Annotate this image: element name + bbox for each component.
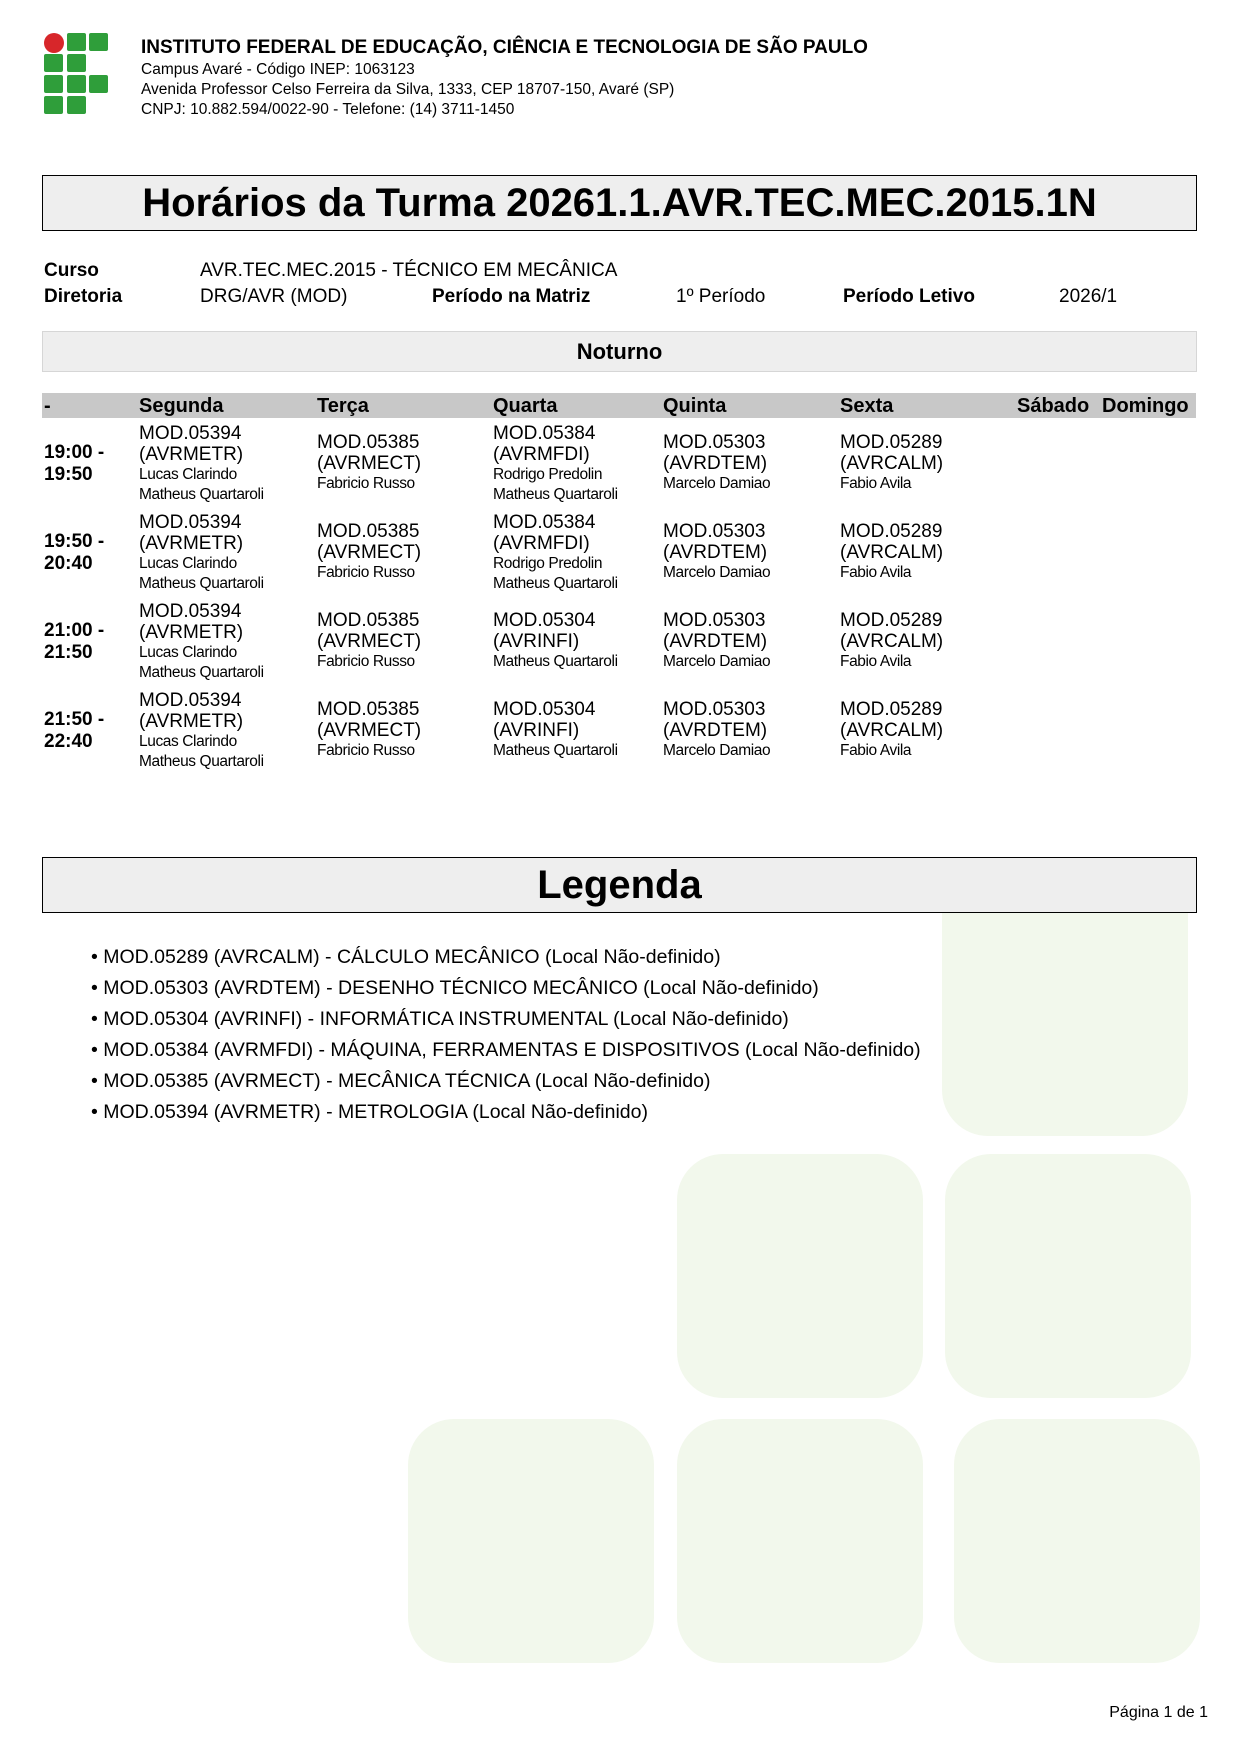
ifsp-logo-icon bbox=[44, 33, 110, 115]
address-line: Avenida Professor Celso Ferreira da Silva, 1333, CEP 18707-150, Avaré (SP) bbox=[141, 81, 675, 98]
schedule-cell bbox=[317, 610, 421, 672]
teacher-name: Matheus Quartaroli bbox=[139, 664, 264, 681]
time-start: 21:50 - bbox=[44, 709, 105, 730]
module-code: MOD.05289 bbox=[840, 699, 943, 720]
teacher-name: Fabio Avila bbox=[840, 475, 912, 492]
teacher-name: Lucas Clarindo bbox=[139, 644, 237, 661]
schedule-cell bbox=[317, 521, 421, 583]
module-code: MOD.05385 bbox=[317, 521, 420, 542]
teacher-name: Fabio Avila bbox=[840, 653, 912, 670]
schedule-header-row bbox=[42, 393, 1196, 418]
schedule-cell bbox=[493, 512, 618, 594]
module-code: MOD.05289 bbox=[840, 610, 943, 631]
page-title: Horários da Turma 20261.1.AVR.TEC.MEC.2015.1N bbox=[42, 175, 1197, 231]
teacher-name: Lucas Clarindo bbox=[139, 733, 237, 750]
watermark-square bbox=[408, 1419, 654, 1663]
module-group: (AVRMECT) bbox=[317, 453, 422, 474]
schedule-cell bbox=[840, 610, 943, 672]
shift-banner: Noturno bbox=[42, 331, 1197, 372]
legend-item: • MOD.05384 (AVRMFDI) - MÁQUINA, FERRAMENTAS E DISPOSITIVOS (Local Não-definido) bbox=[91, 1039, 921, 1061]
header-sabado: Sábado bbox=[1017, 395, 1090, 417]
module-code: MOD.05303 bbox=[663, 432, 766, 453]
teacher-name: Fabio Avila bbox=[840, 564, 912, 581]
schedule-cell bbox=[840, 521, 943, 583]
watermark-square bbox=[954, 1419, 1200, 1663]
module-code: MOD.05394 bbox=[139, 423, 242, 444]
time-slot bbox=[44, 709, 104, 753]
module-group: (AVRCALM) bbox=[840, 720, 944, 741]
module-group: (AVRINFI) bbox=[493, 720, 580, 741]
module-group: (AVRDTEM) bbox=[663, 720, 768, 741]
schedule-cell bbox=[317, 699, 421, 761]
module-group: (AVRMFDI) bbox=[493, 533, 590, 554]
module-group: (AVRCALM) bbox=[840, 453, 944, 474]
periodo-matriz-label: Período na Matriz bbox=[432, 286, 591, 307]
header-time: - bbox=[44, 395, 51, 417]
legend-item: • MOD.05385 (AVRMECT) - MECÂNICA TÉCNICA (Local Não-definido) bbox=[91, 1070, 711, 1092]
teacher-name: Marcelo Damiao bbox=[663, 564, 771, 581]
module-group: (AVRMECT) bbox=[317, 631, 422, 652]
teacher-name: Matheus Quartaroli bbox=[493, 742, 618, 759]
teacher-name: Matheus Quartaroli bbox=[139, 753, 264, 770]
teacher-name: Rodrigo Predolin bbox=[493, 555, 603, 572]
schedule-cell bbox=[663, 432, 770, 494]
teacher-name: Marcelo Damiao bbox=[663, 653, 771, 670]
schedule-cell bbox=[493, 699, 618, 761]
module-code: MOD.05394 bbox=[139, 512, 242, 533]
teacher-name: Matheus Quartaroli bbox=[493, 486, 618, 503]
curso-label: Curso bbox=[44, 260, 99, 281]
module-code: MOD.05289 bbox=[840, 432, 943, 453]
schedule-cell bbox=[663, 610, 770, 672]
module-code: MOD.05384 bbox=[493, 512, 596, 533]
time-slot bbox=[44, 442, 104, 486]
module-group: (AVRCALM) bbox=[840, 631, 944, 652]
teacher-name: Matheus Quartaroli bbox=[139, 486, 264, 503]
header-quarta: Quarta bbox=[493, 395, 558, 417]
watermark-square bbox=[945, 1154, 1191, 1398]
module-group: (AVRMETR) bbox=[139, 622, 244, 643]
periodo-letivo-label: Período Letivo bbox=[843, 286, 975, 307]
time-end: 22:40 bbox=[44, 731, 93, 752]
module-group: (AVRCALM) bbox=[840, 542, 944, 563]
module-group: (AVRMETR) bbox=[139, 533, 244, 554]
legend-item: • MOD.05304 (AVRINFI) - INFORMÁTICA INSTRUMENTAL (Local Não-definido) bbox=[91, 1008, 789, 1030]
module-code: MOD.05385 bbox=[317, 610, 420, 631]
module-group: (AVRMFDI) bbox=[493, 444, 590, 465]
header-quinta: Quinta bbox=[663, 395, 727, 417]
time-start: 19:50 - bbox=[44, 531, 105, 552]
module-code: MOD.05394 bbox=[139, 690, 242, 711]
periodo-letivo-value: 2026/1 bbox=[1059, 286, 1118, 307]
module-code: MOD.05304 bbox=[493, 610, 596, 631]
schedule-cell bbox=[139, 423, 264, 505]
diretoria-value: DRG/AVR (MOD) bbox=[200, 286, 348, 307]
teacher-name: Lucas Clarindo bbox=[139, 555, 237, 572]
time-slot bbox=[44, 620, 104, 664]
time-end: 21:50 bbox=[44, 642, 93, 663]
schedule-cell bbox=[317, 432, 421, 494]
teacher-name: Lucas Clarindo bbox=[139, 466, 237, 483]
watermark-square bbox=[677, 1419, 923, 1663]
cnpj-line: CNPJ: 10.882.594/0022-90 - Telefone: (14) 3711-1450 bbox=[141, 101, 515, 118]
time-end: 20:40 bbox=[44, 553, 93, 574]
teacher-name: Marcelo Damiao bbox=[663, 742, 771, 759]
schedule-cell bbox=[139, 601, 264, 683]
module-group: (AVRMECT) bbox=[317, 542, 422, 563]
module-code: MOD.05385 bbox=[317, 699, 420, 720]
schedule-cell bbox=[663, 521, 770, 583]
schedule-cell bbox=[840, 699, 943, 761]
periodo-matriz-value: 1º Período bbox=[676, 286, 766, 307]
teacher-name: Matheus Quartaroli bbox=[493, 653, 618, 670]
module-group: (AVRDTEM) bbox=[663, 631, 768, 652]
teacher-name: Matheus Quartaroli bbox=[493, 575, 618, 592]
schedule-cell bbox=[139, 690, 264, 772]
teacher-name: Marcelo Damiao bbox=[663, 475, 771, 492]
module-code: MOD.05385 bbox=[317, 432, 420, 453]
teacher-name: Matheus Quartaroli bbox=[139, 575, 264, 592]
time-end: 19:50 bbox=[44, 464, 93, 485]
time-start: 21:00 - bbox=[44, 620, 105, 641]
module-group: (AVRDTEM) bbox=[663, 453, 768, 474]
header-sexta: Sexta bbox=[840, 395, 894, 417]
header-terca: Terça bbox=[317, 395, 369, 417]
time-start: 19:00 - bbox=[44, 442, 105, 463]
schedule-cell bbox=[840, 432, 943, 494]
legend-title: Legenda bbox=[42, 857, 1197, 913]
module-code: MOD.05303 bbox=[663, 521, 766, 542]
legend-item: • MOD.05303 (AVRDTEM) - DESENHO TÉCNICO MECÂNICO (Local Não-definido) bbox=[91, 977, 819, 999]
schedule-cell bbox=[663, 699, 770, 761]
module-code: MOD.05304 bbox=[493, 699, 596, 720]
module-group: (AVRDTEM) bbox=[663, 542, 768, 563]
module-group: (AVRMETR) bbox=[139, 444, 244, 465]
legend-item: • MOD.05289 (AVRCALM) - CÁLCULO MECÂNICO (Local Não-definido) bbox=[91, 946, 721, 968]
page-number: Página 1 de 1 bbox=[1109, 1704, 1208, 1721]
module-code: MOD.05394 bbox=[139, 601, 242, 622]
teacher-name: Fabricio Russo bbox=[317, 564, 415, 581]
campus-line: Campus Avaré - Código INEP: 1063123 bbox=[141, 61, 415, 78]
teacher-name: Fabricio Russo bbox=[317, 742, 415, 759]
module-code: MOD.05384 bbox=[493, 423, 596, 444]
module-group: (AVRMECT) bbox=[317, 720, 422, 741]
watermark-square bbox=[942, 900, 1188, 1136]
teacher-name: Fabricio Russo bbox=[317, 475, 415, 492]
legend-item: • MOD.05394 (AVRMETR) - METROLOGIA (Local Não-definido) bbox=[91, 1101, 648, 1123]
module-group: (AVRINFI) bbox=[493, 631, 580, 652]
institution-header bbox=[141, 36, 868, 120]
module-code: MOD.05303 bbox=[663, 610, 766, 631]
module-code: MOD.05289 bbox=[840, 521, 943, 542]
watermark-square bbox=[677, 1154, 923, 1398]
diretoria-label: Diretoria bbox=[44, 286, 123, 307]
header-segunda: Segunda bbox=[139, 395, 224, 417]
legend-list bbox=[91, 942, 921, 1128]
schedule-cell bbox=[493, 423, 618, 505]
curso-value: AVR.TEC.MEC.2015 - TÉCNICO EM MECÂNICA bbox=[200, 260, 618, 281]
header-domingo: Domingo bbox=[1102, 395, 1189, 417]
institution-name: INSTITUTO FEDERAL DE EDUCAÇÃO, CIÊNCIA E TECNOLOGIA DE SÃO PAULO bbox=[141, 37, 868, 58]
time-slot bbox=[44, 531, 104, 575]
teacher-name: Fabricio Russo bbox=[317, 653, 415, 670]
module-code: MOD.05303 bbox=[663, 699, 766, 720]
teacher-name: Fabio Avila bbox=[840, 742, 912, 759]
module-group: (AVRMETR) bbox=[139, 711, 244, 732]
schedule-cell bbox=[493, 610, 618, 672]
schedule-cell bbox=[139, 512, 264, 594]
teacher-name: Rodrigo Predolin bbox=[493, 466, 603, 483]
